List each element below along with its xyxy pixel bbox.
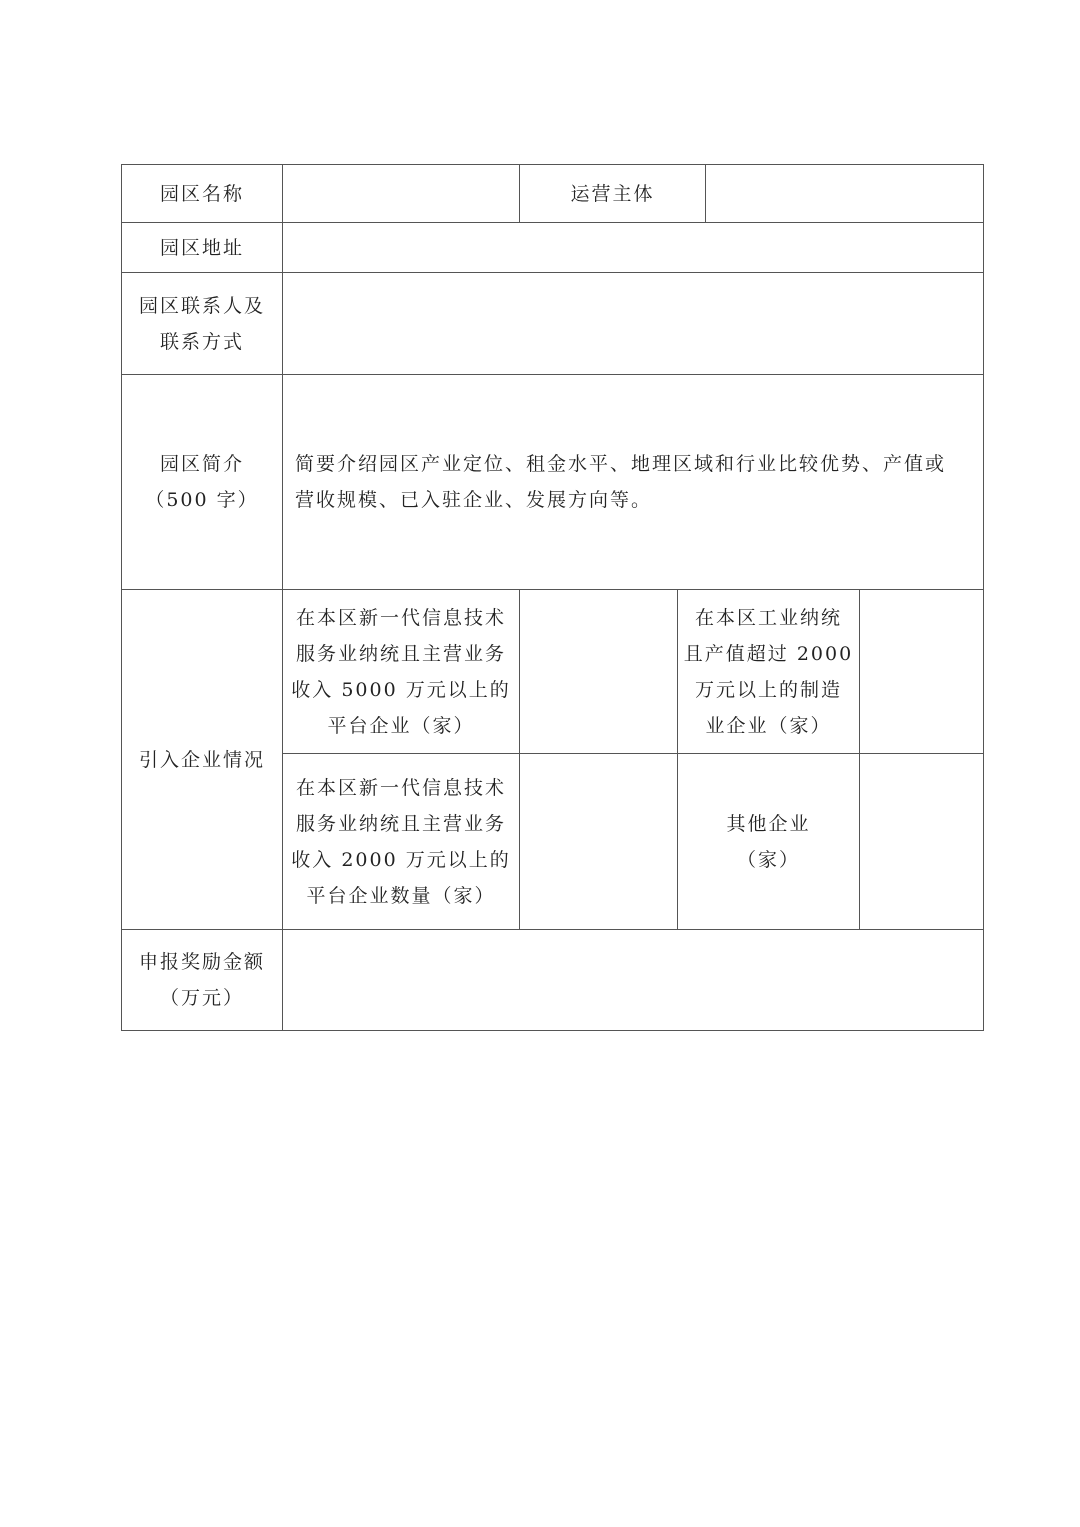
intro-field[interactable] (282, 374, 984, 590)
label-text: 运营主体 (570, 182, 655, 205)
intro-hint-line: 简要介绍园区产业定位、租金水平、地理区域和行业比较优势、产值或 (295, 453, 947, 475)
label-line: 平台企业数量（家） (306, 884, 496, 907)
reward-field[interactable] (282, 929, 984, 1031)
label-line: 联系方式 (159, 330, 244, 353)
label-line: 收入 5000 万元以上的 (291, 678, 511, 701)
label-line: 申报奖励金额 (138, 951, 265, 973)
address-field[interactable] (282, 222, 984, 273)
label-line: 平台企业（家） (327, 714, 475, 737)
it-2000-label (282, 753, 520, 930)
label-line: （万元） (159, 987, 244, 1009)
contact-label (121, 272, 283, 375)
label-line: 服务业纳统且主营业务 (295, 642, 506, 665)
label-line: 服务业纳统且主营业务 (295, 812, 506, 835)
label-line: （500 字） (145, 489, 259, 511)
companies-label (121, 589, 283, 930)
label-line: 万元以上的制造 (694, 678, 842, 701)
mfg-2000-label (677, 589, 860, 754)
it-2000-field[interactable] (519, 753, 678, 930)
mfg-2000-field[interactable] (859, 589, 984, 754)
park-name-field[interactable] (282, 164, 520, 223)
it-5000-field[interactable] (519, 589, 678, 754)
label-line: 在本区工业纳统 (694, 606, 842, 629)
intro-label (121, 374, 283, 590)
label-line: 园区联系人及 (138, 294, 265, 317)
it-5000-label (282, 589, 520, 754)
intro-hint-line: 营收规模、已入驻企业、发展方向等。 (295, 489, 653, 511)
label-text: 园区地址 (159, 236, 244, 259)
other-companies-field[interactable] (859, 753, 984, 930)
label-line: （家） (736, 848, 800, 871)
label-line: 其他企业 (726, 812, 811, 835)
label-line: 在本区新一代信息技术 (295, 776, 506, 799)
label-text: 引入企业情况 (138, 748, 265, 771)
contact-field[interactable] (282, 272, 984, 375)
label-line: 在本区新一代信息技术 (295, 606, 506, 629)
label-line: 园区简介 (159, 453, 244, 475)
operator-field[interactable] (705, 164, 984, 223)
label-line: 且产值超过 2000 (683, 642, 854, 665)
reward-label (121, 929, 283, 1031)
park-name-label (121, 164, 283, 223)
label-line: 收入 2000 万元以上的 (291, 848, 511, 871)
address-label (121, 222, 283, 273)
other-companies-label (677, 753, 860, 930)
label-text: 园区名称 (159, 182, 244, 205)
operator-label (519, 164, 706, 223)
label-line: 业企业（家） (705, 714, 832, 737)
